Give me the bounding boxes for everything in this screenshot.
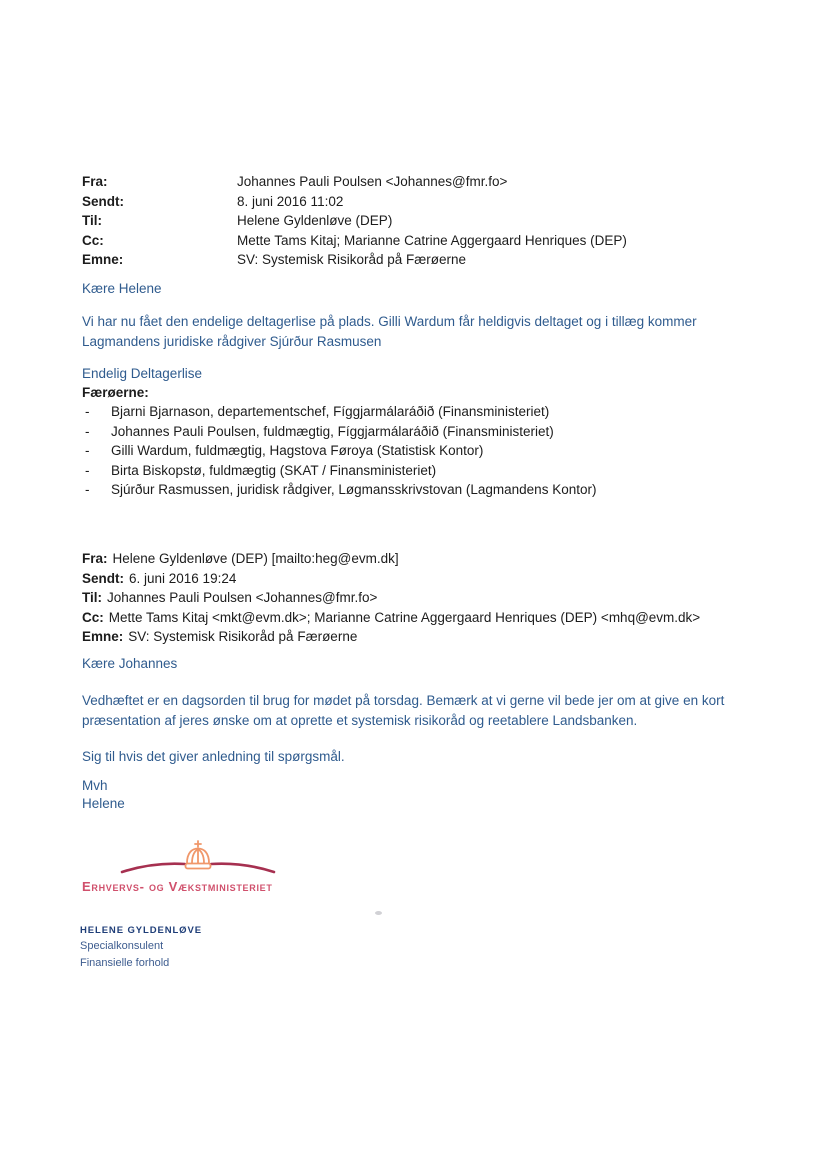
sent-value: 6. juni 2016 19:24 — [129, 570, 237, 586]
header-row-sent — [82, 569, 700, 589]
logo-right-arc — [211, 864, 274, 872]
participant-list-subheading: Færøerne: — [82, 385, 149, 400]
subject-value: SV: Systemisk Risikoråd på Færøerne — [237, 252, 467, 267]
participant-name: Bjarni Bjarnason, departementschef, Fíggjarmálaráðið (Finansministeriet) — [111, 404, 550, 419]
to-label: Til: — [82, 213, 102, 228]
bullet-dash: - — [85, 443, 90, 458]
subject-label: Emne: — [82, 252, 124, 267]
ministry-name: Erhvervs- og Vækstministeriet — [82, 879, 273, 894]
sent-label: Sendt: — [82, 193, 124, 209]
participant-name: Gilli Wardum, fuldmægtig, Hagstova Føroya (Statistisk Kontor) — [111, 443, 484, 458]
bullet-dash: - — [85, 404, 90, 419]
ministry-logo — [75, 838, 385, 894]
signoff-name: Helene — [82, 796, 125, 811]
header-row-from — [82, 172, 627, 192]
original-email-header — [82, 549, 700, 647]
to-value: Johannes Pauli Poulsen <Johannes@fmr.fo> — [107, 590, 378, 605]
signoff: Mvh — [82, 778, 108, 793]
list-item — [85, 480, 745, 500]
to-label: Til: — [82, 590, 102, 605]
cc-label: Cc: — [82, 609, 104, 625]
subject-label: Emne: — [82, 629, 124, 644]
sent-value: 8. juni 2016 11:02 — [237, 193, 344, 209]
list-item — [85, 422, 745, 442]
header-row-subject — [82, 627, 700, 647]
participant-list-heading: Endelig Deltagerlise — [82, 366, 203, 381]
bullet-dash: - — [85, 423, 90, 439]
crown-glyph — [186, 841, 211, 869]
subject-value: SV: Systemisk Risikoråd på Færøerne — [128, 629, 358, 644]
reply-paragraph: Vi har nu fået den endelige deltagerlise på plads. Gilli Wardum får heldigvis deltaget og i tillæg kommer Lagmandens juridiske rådgiver Sjúrður Rasmusen — [82, 314, 697, 349]
signature-title: Specialkonsulent — [80, 940, 164, 952]
header-row-to — [82, 588, 700, 608]
signature-block — [80, 924, 202, 971]
participant-list — [85, 402, 745, 500]
header-row-cc — [82, 231, 627, 251]
header-row-to — [82, 211, 627, 231]
sent-label: Sendt: — [82, 570, 124, 586]
header-row-cc — [82, 608, 700, 628]
header-row-sent — [82, 192, 627, 212]
from-value: Johannes Pauli Poulsen <Johannes@fmr.fo> — [237, 174, 508, 189]
from-label: Fra: — [82, 551, 108, 566]
signature-name: HELENE GYLDENLØVE — [80, 925, 202, 936]
cc-value: Mette Tams Kitaj <mkt@evm.dk>; Marianne Catrine Aggergaard Henriques (DEP) <mhq@evm.dk> — [108, 609, 701, 625]
reply-email-header — [82, 172, 627, 270]
original-paragraph-2: Sig til hvis det giver anledning til spørgsmål. — [82, 749, 345, 764]
list-item — [85, 402, 745, 422]
crown-icon — [75, 838, 385, 878]
cc-value: Mette Tams Kitaj; Marianne Catrine Aggergaard Henriques (DEP) — [237, 232, 627, 248]
logo-left-arc — [122, 864, 185, 872]
original-paragraph-1: Vedhæftet er en dagsorden til brug for mødet på torsdag. Bemærk at vi gerne vil bede jer om at give en kort præsentation af jeres ønske om at oprette et systemisk risikoråd og reetablere Landsbanken. — [82, 693, 725, 728]
list-item — [85, 461, 745, 481]
scan-artifact — [375, 911, 382, 915]
header-row-subject — [82, 250, 627, 270]
participant-name: Sjúrður Rasmussen, juridisk rådgiver, Løgmansskrivstovan (Lagmandens Kontor) — [111, 482, 597, 497]
from-value: Helene Gyldenløve (DEP) [mailto:heg@evm.dk] — [112, 551, 399, 566]
original-greeting: Kære Johannes — [82, 656, 178, 671]
reply-greeting: Kære Helene — [82, 281, 162, 296]
bullet-dash: - — [85, 482, 90, 497]
header-row-from — [82, 549, 700, 569]
bullet-dash: - — [85, 462, 90, 478]
list-item — [85, 441, 745, 461]
from-label: Fra: — [82, 174, 108, 189]
participant-name: Johannes Pauli Poulsen, fuldmægtig, Fíggjarmálaráðið (Finansministeriet) — [111, 423, 554, 439]
participant-name: Birta Biskopstø, fuldmægtig (SKAT / Finansministeriet) — [111, 462, 437, 478]
cc-label: Cc: — [82, 232, 104, 248]
signature-department: Finansielle forhold — [80, 956, 170, 969]
to-value: Helene Gyldenløve (DEP) — [237, 213, 393, 228]
